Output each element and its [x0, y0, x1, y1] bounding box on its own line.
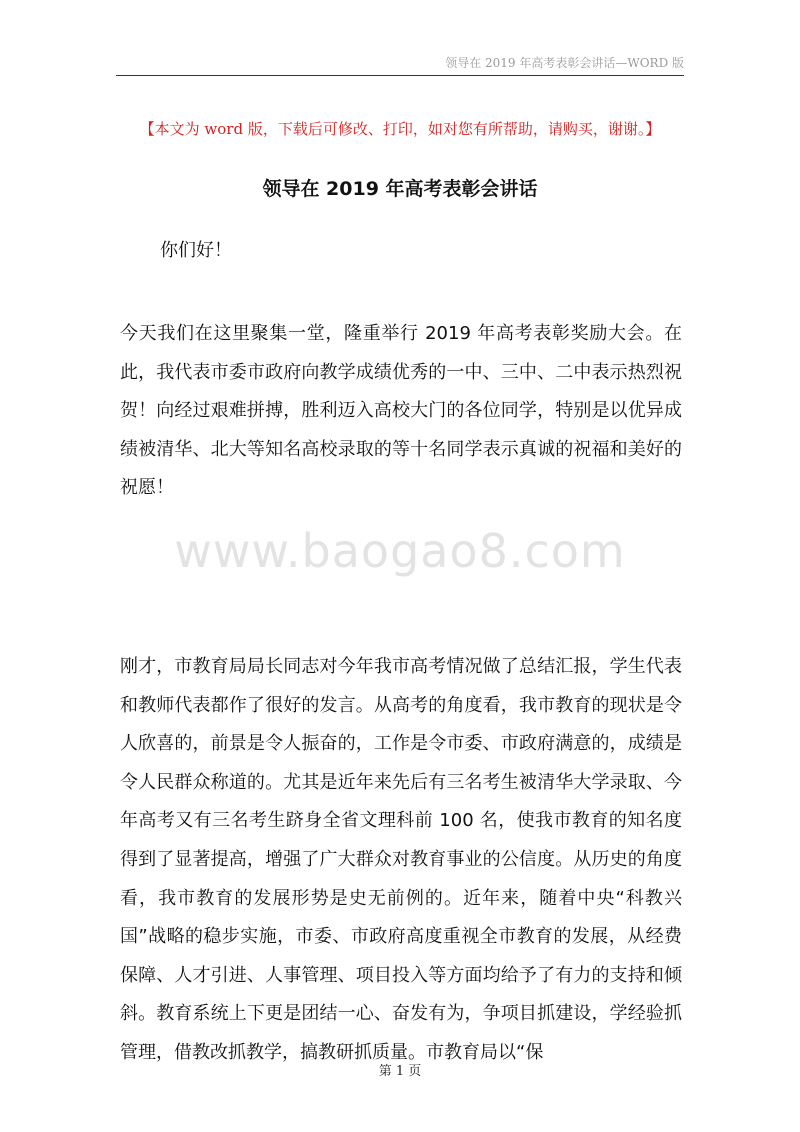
header-divider [116, 75, 684, 76]
page-number: 第 1 页 [378, 1064, 422, 1079]
greeting: 你们好！ [160, 240, 232, 261]
paragraph-2: 刚才，市教育局局长同志对今年我市高考情况做了总结汇报，学生代表和教师代表都作了很好的发言。从高考的角度看，我市教育的现状是令人欣喜的，前景是令人振奋的，工作是令市委、市政府满意的，成绩是令人民群众称道的。尤其是近年来先后有三名考生被清华大学录取、今年高考又有三名考生跻身全省文理科前 100 名，使我市教育的知名度得到了显著提高，增强了广大群众对教育事业的公信度。从历史的角度看，我市教育的发展形势是史无前例的。近年来，随着中央“科教兴国”战略的稳步实施，市委、市政府高度重视全市教育的发展，从经费保障、人才引进、人事管理、项目投入等方面均给予了有力的支持和倾斜。教育系统上下更是团结一心、奋发有为，争项目抓建设，学经验抓管理，借教改抓教学，搞教研抓质量。市教育局以“保 [120, 656, 682, 1063]
document-title: 领导在 2019 年高考表彰会讲话 [262, 178, 538, 200]
watermark: www.baogao8.com [174, 524, 626, 578]
paragraph-1: 今天我们在这里聚集一堂，隆重举行 2019 年高考表彰奖励大会。在此，我代表市委市政府向教学成绩优秀的一中、三中、二中表示热烈祝贺！向经过艰难拼搏，胜利迈入高校大门的各位同学，特别是以优异成绩被清华、北大等知名高校录取的等十名同学表示真诚的祝福和美好的祝愿！ [120, 323, 682, 499]
purchase-notice: 【本文为 word 版，下载后可修改、打印，如对您有所帮助，请购买，谢谢。】 [139, 120, 661, 138]
running-header: 领导在 2019 年高考表彰会讲话—WORD 版 [445, 56, 684, 70]
